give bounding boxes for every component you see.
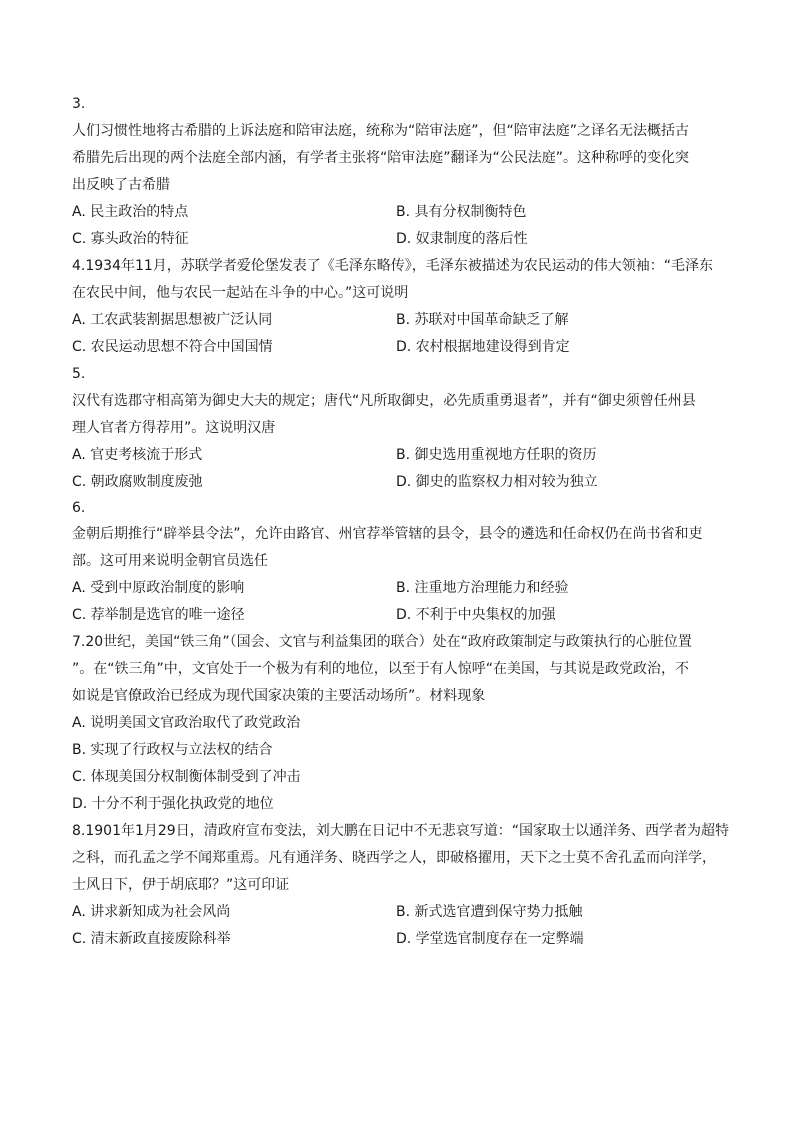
q3-option-d: D. 奴隶制度的落后性	[396, 231, 528, 247]
q4-option-b: B. 苏联对中国革命缺乏了解	[396, 312, 569, 328]
q4-stem-line-2: 在农民中间，他与农民一起站在斗争的中心。”这可说明	[72, 285, 409, 301]
q3-option-c: C. 寡头政治的特征	[72, 231, 189, 247]
q4-stem-line-1: 4.1934年11月，苏联学者爱伦堡发表了《毛泽东略传》，毛泽东被描述为农民运动的伟大领袖：“毛泽东	[72, 258, 714, 274]
q7-option-b: B. 实现了行政权与立法权的结合	[72, 742, 273, 758]
q3-stem-line-1: 人们习惯性地将古希腊的上诉法庭和陪审法庭，统称为“陪审法庭”，但“陪审法庭”之译名无法概括古	[72, 123, 690, 139]
q3-stem-line-3: 出反映了古希腊	[72, 177, 170, 193]
q6-option-c: C. 荐举制是选官的唯一途径	[72, 607, 245, 623]
q8-stem-line-1: 8.1901年1月29日，清政府宣布变法，刘大鹏在日记中不无悲哀写道：“国家取士以通洋务、西学者为超特	[72, 823, 729, 839]
q8-stem-line-2: 之科，而孔孟之学不闻郑重焉。凡有通洋务、晓西学之人，即破格擢用，天下之士莫不舍孔孟而向洋学，	[72, 850, 716, 866]
q3-option-b: B. 具有分权制衡特色	[396, 204, 527, 220]
q4-option-d: D. 农村根据地建设得到肯定	[396, 339, 570, 355]
q6-stem-line-1: 金朝后期推行“辟举县令法”，允许由路官、州官荐举管辖的县令，县令的遴选和任命权仍在尚书省和吏	[72, 526, 703, 542]
q7-option-d: D. 十分不利于强化执政党的地位	[72, 796, 274, 812]
q8-option-c: C. 清末新政直接废除科举	[72, 931, 231, 947]
q5-option-c: C. 朝政腐败制度废弛	[72, 474, 203, 490]
q5-option-a: A. 官吏考核流于形式	[72, 447, 203, 463]
q8-option-d: D. 学堂选官制度存在一定弊端	[396, 931, 584, 947]
q4-option-c: C. 农民运动思想不符合中国国情	[72, 339, 273, 355]
q8-option-a: A. 讲求新知成为社会风尚	[72, 904, 231, 920]
q7-stem-line-2: ”。在“铁三角”中，文官处于一个极为有利的地位，以至于有人惊呼“在美国，与其说是政党政治，不	[72, 661, 690, 677]
q5-option-b: B. 御史选用重视地方任职的资历	[396, 447, 597, 463]
q6-option-a: A. 受到中原政治制度的影响	[72, 580, 245, 596]
q3-number: 3.	[72, 96, 86, 112]
q3-option-a: A. 民主政治的特点	[72, 204, 189, 220]
q6-stem-line-2: 部。这可用来说明金朝官员选任	[72, 553, 268, 569]
q7-stem-line-3: 如说是官僚政治已经成为现代国家决策的主要活动场所”。材料现象	[72, 688, 486, 704]
q8-option-b: B. 新式选官遭到保守势力抵触	[396, 904, 583, 920]
q7-option-a: A. 说明美国文官政治取代了政党政治	[72, 715, 301, 731]
q5-option-d: D. 御史的监察权力相对较为独立	[396, 474, 598, 490]
q7-stem-line-1: 7.20世纪，美国“铁三角”（国会、文官与利益集团的联合）处在“政府政策制定与政策执行的心脏位置	[72, 634, 692, 650]
q5-stem-line-1: 汉代有选郡守相高第为御史大夫的规定；唐代“凡所取御史，必先质重勇退者”，并有“御史须曾任州县	[72, 393, 696, 409]
q6-number: 6.	[72, 500, 86, 516]
q6-option-d: D. 不利于中央集权的加强	[396, 607, 556, 623]
q5-stem-line-2: 理人官者方得荐用”。这说明汉唐	[72, 420, 276, 436]
q4-option-a: A. 工农武装割据思想被广泛认同	[72, 312, 273, 328]
q3-stem-line-2: 希腊先后出现的两个法庭全部内涵，有学者主张将“陪审法庭”翻译为“公民法庭”。这种称呼的变化突	[72, 150, 690, 166]
q5-number: 5.	[72, 366, 86, 382]
q8-stem-line-3: 士风日下，伊于胡底耶？”这可印证	[72, 877, 290, 893]
q6-option-b: B. 注重地方治理能力和经验	[396, 580, 569, 596]
q7-option-c: C. 体现美国分权制衡体制受到了冲击	[72, 769, 301, 785]
